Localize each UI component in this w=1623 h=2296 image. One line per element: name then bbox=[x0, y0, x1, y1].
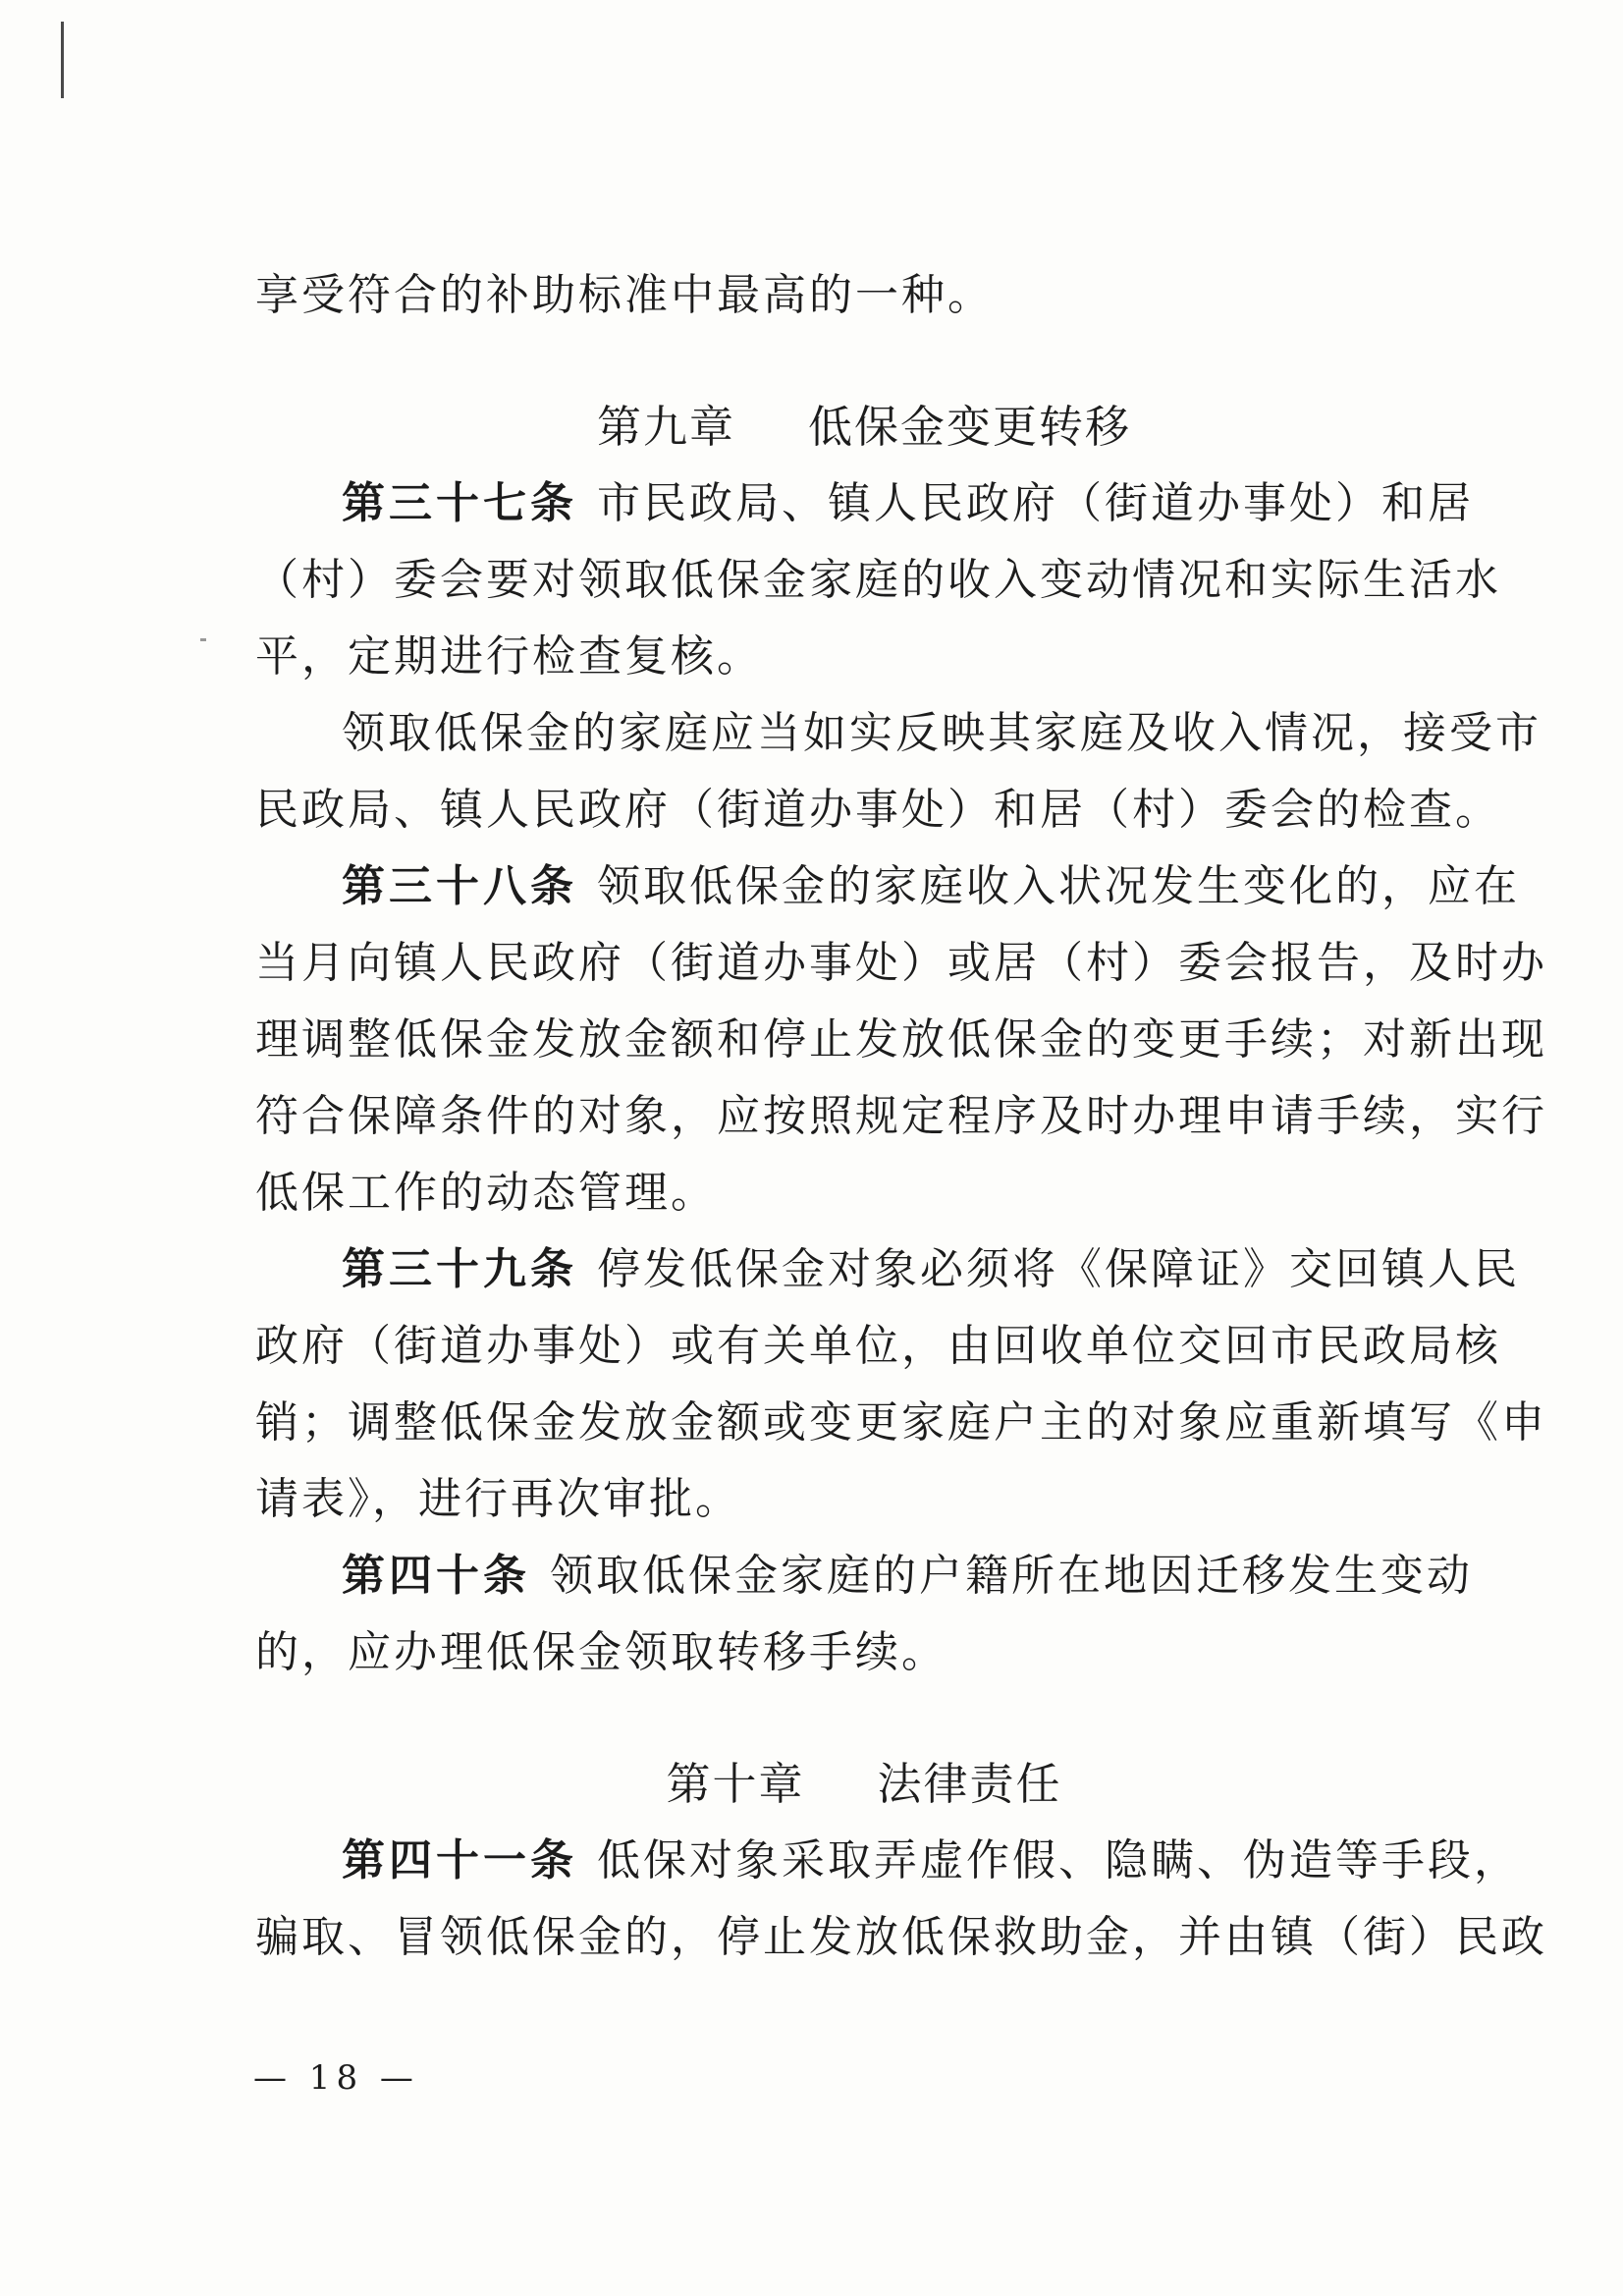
chapter-number: 第九章 bbox=[596, 401, 735, 453]
article-label: 第三十七条 bbox=[342, 478, 577, 528]
article-40-first-line bbox=[255, 1538, 1473, 1614]
scan-speck bbox=[200, 638, 206, 641]
chapter-title: 低保金变更转移 bbox=[808, 401, 1132, 453]
body-line: 平，定期进行检查复核。 bbox=[255, 631, 763, 682]
document-body bbox=[255, 257, 1547, 1976]
chapter-number: 第十章 bbox=[666, 1758, 805, 1810]
body-line: 民政局、镇人民政府（街道办事处）和居（村）委会的检查。 bbox=[255, 785, 1501, 835]
article-text: 领取低保金的家庭收入状况发生变化的，应在 bbox=[597, 861, 1520, 911]
article-text: 市民政局、镇人民政府（街道办事处）和居 bbox=[597, 478, 1474, 528]
chapter-heading-10 bbox=[255, 1746, 1473, 1823]
article-label: 第四十条 bbox=[342, 1551, 530, 1601]
body-line: 低保工作的动态管理。 bbox=[255, 1168, 717, 1218]
scan-binding-mark bbox=[61, 22, 64, 98]
chapter-title: 法律责任 bbox=[877, 1758, 1062, 1810]
body-line: 骗取、冒领低保金的，停止发放低保救助金，并由镇（街）民政 bbox=[255, 1912, 1547, 1962]
body-line: 的，应办理低保金领取转移手续。 bbox=[255, 1627, 947, 1677]
page-number: — 18 — bbox=[253, 2058, 419, 2098]
body-line: 销；调整低保金发放金额或变更家庭户主的对象应重新填写《申 bbox=[255, 1397, 1547, 1448]
body-line: 理调整低保金发放金额和停止发放低保金的变更手续；对新出现 bbox=[255, 1014, 1547, 1065]
article-text: 低保对象采取弄虚作假、隐瞒、伪造等手段， bbox=[597, 1835, 1520, 1886]
article-41-first-line bbox=[255, 1823, 1520, 1899]
chapter-heading-9 bbox=[255, 389, 1473, 465]
article-text: 领取低保金家庭的户籍所在地因迁移发生变动 bbox=[550, 1551, 1473, 1601]
body-line: （村）委会要对领取低保金家庭的收入变动情况和实际生活水 bbox=[255, 555, 1501, 605]
article-37-first-line bbox=[255, 465, 1473, 542]
article-label: 第三十八条 bbox=[342, 861, 577, 911]
article-38-first-line bbox=[255, 848, 1520, 925]
body-line: 请表》，进行再次审批。 bbox=[255, 1474, 741, 1524]
body-line: 符合保障条件的对象，应按照规定程序及时办理申请手续，实行 bbox=[255, 1091, 1547, 1141]
article-text: 停发低保金对象必须将《保障证》交回镇人民 bbox=[597, 1244, 1520, 1294]
article-label: 第四十一条 bbox=[342, 1835, 577, 1886]
body-line: 政府（街道办事处）或有关单位，由回收单位交回市民政局核 bbox=[255, 1321, 1501, 1371]
paragraph-first-line: 领取低保金的家庭应当如实反映其家庭及收入情况，接受市 bbox=[342, 708, 1542, 758]
article-label: 第三十九条 bbox=[342, 1244, 577, 1294]
article-39-first-line bbox=[255, 1231, 1520, 1308]
body-line: 享受符合的补助标准中最高的一种。 bbox=[255, 270, 994, 320]
body-line: 当月向镇人民政府（街道办事处）或居（村）委会报告，及时办 bbox=[255, 938, 1547, 988]
